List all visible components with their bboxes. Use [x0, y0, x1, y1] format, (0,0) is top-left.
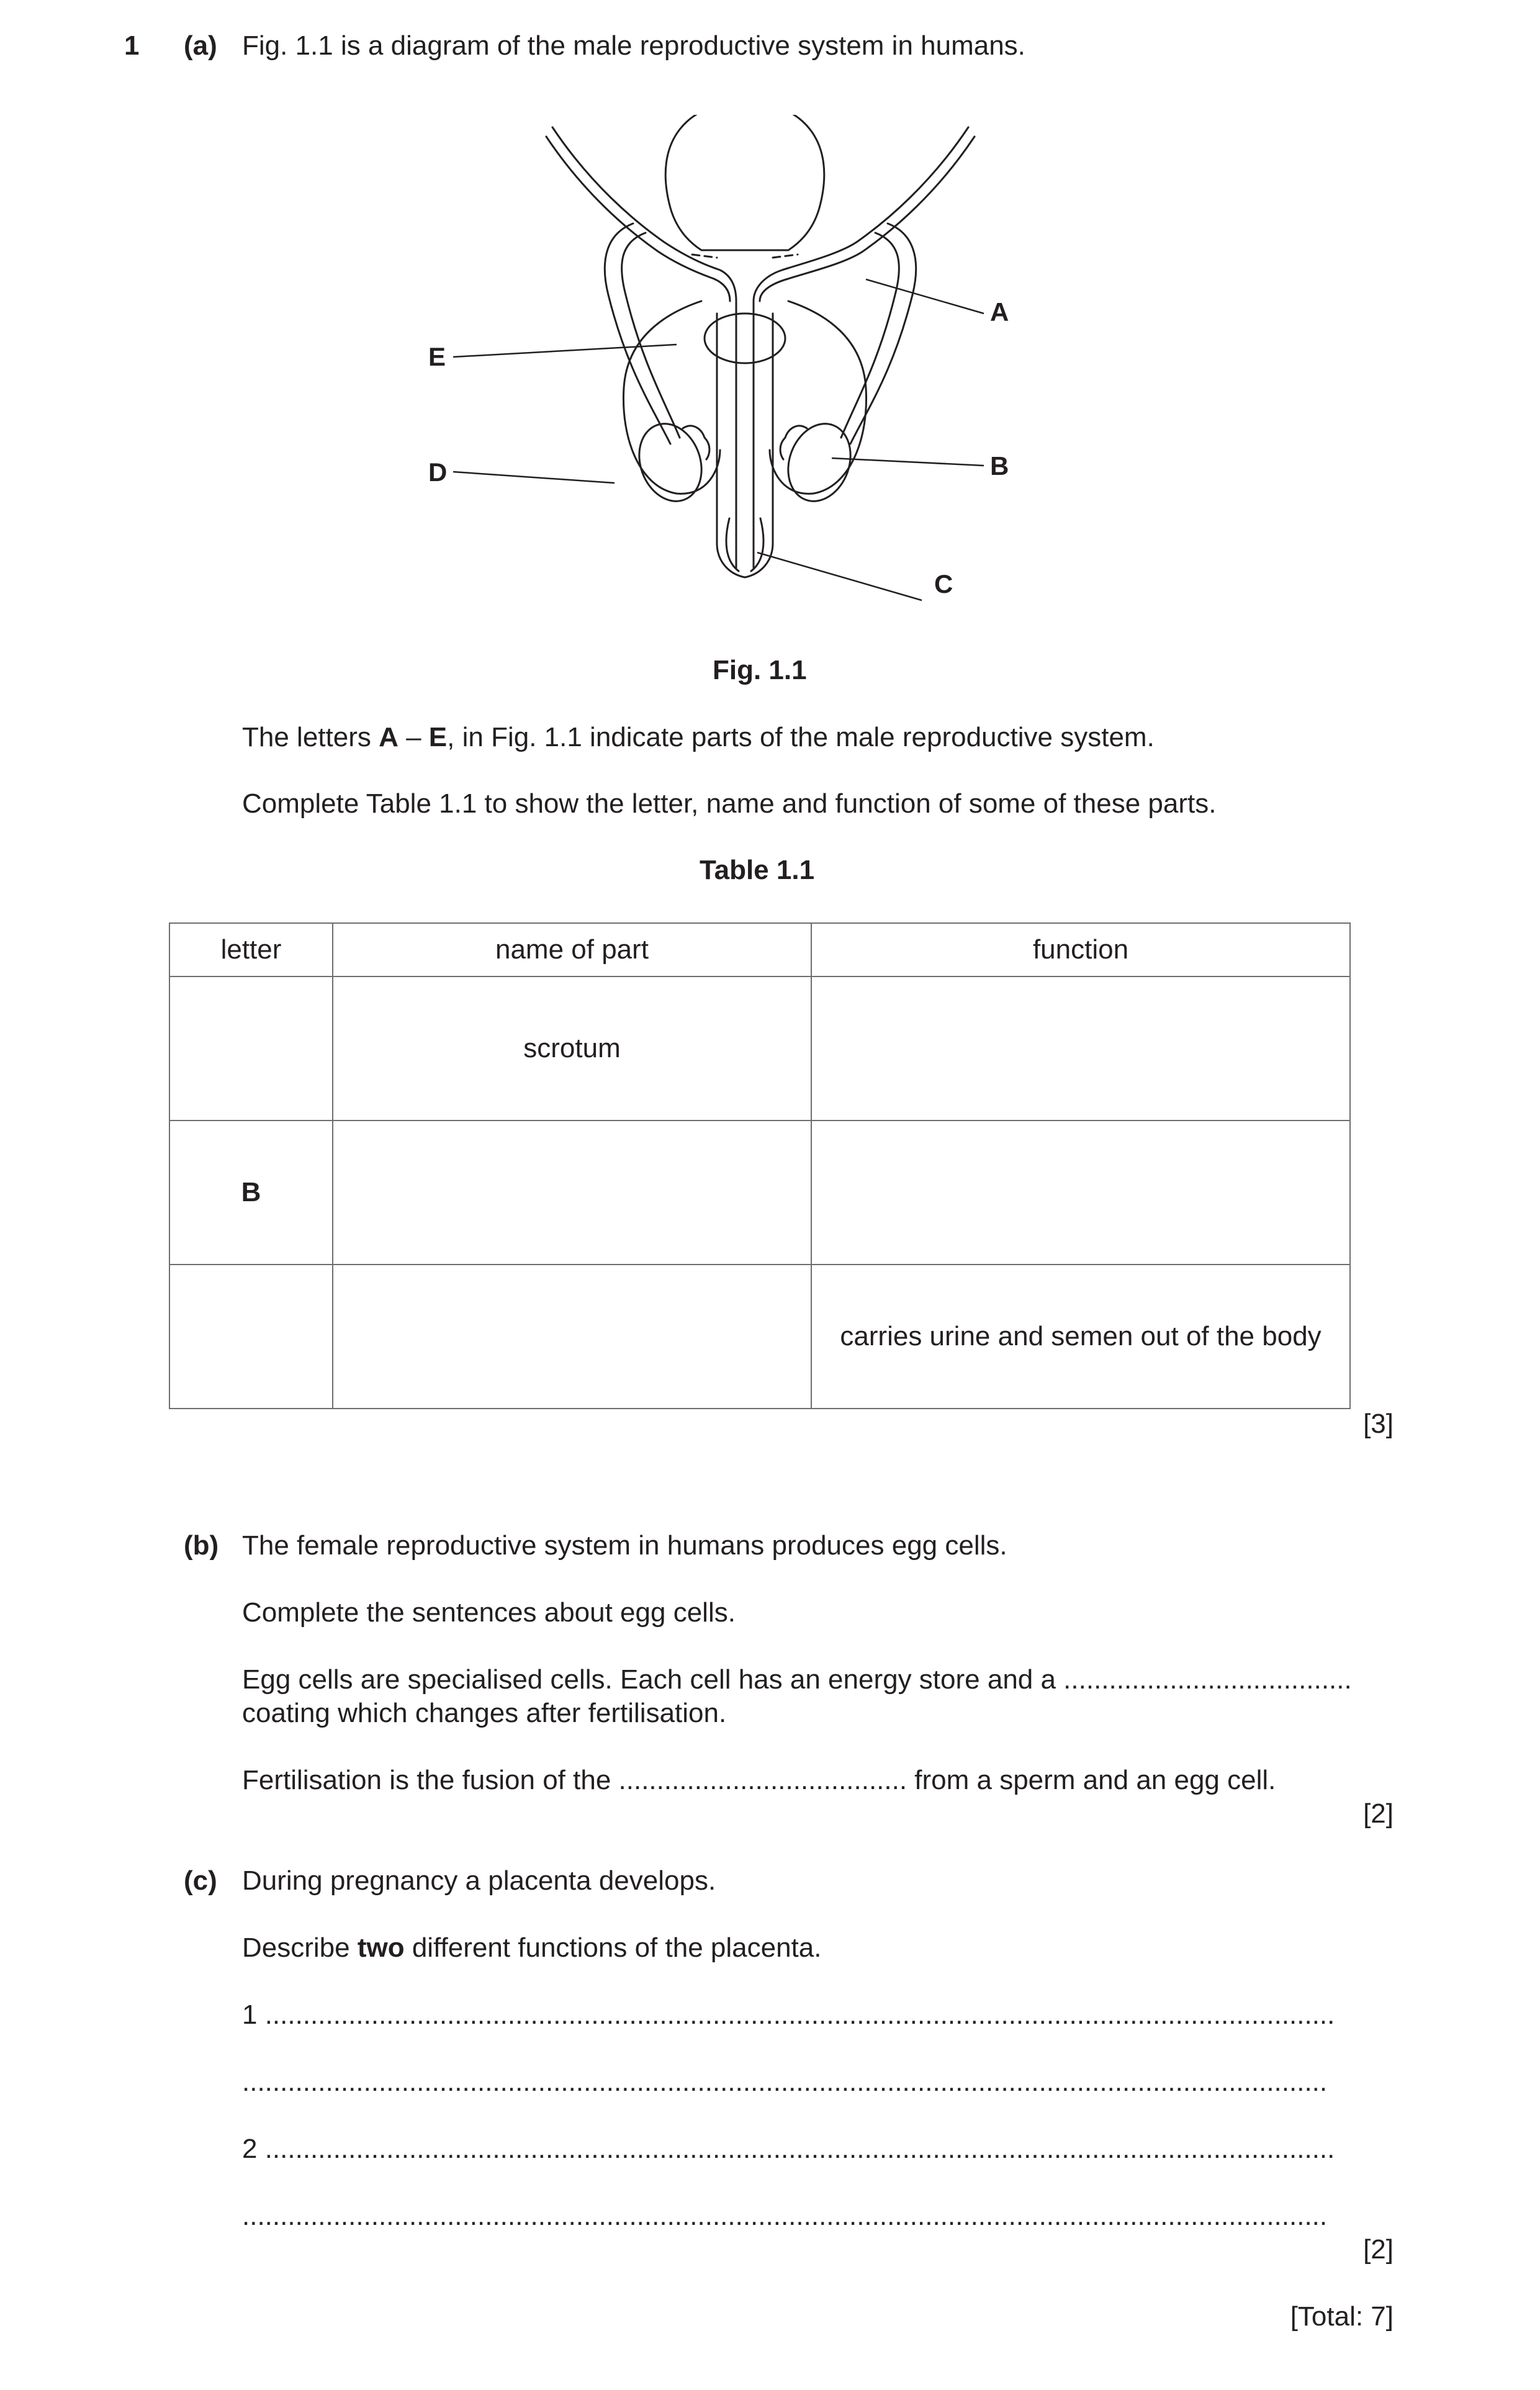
urethra-shape: [736, 301, 754, 568]
answer-line-2b[interactable]: ...............................................................................................................................................: [242, 2201, 1328, 2231]
part-c-instruction: [242, 1932, 821, 1965]
part-c-instruction-post: different functions of the placenta.: [404, 1932, 822, 1963]
letters-sentence-post: , in Fig. 1.1 indicate parts of the male reproductive system.: [447, 722, 1155, 752]
leader-line-a: [866, 279, 984, 313]
table-row: [169, 976, 1350, 1121]
row3-function-cell: carries urine and semen out of the body: [811, 1265, 1350, 1409]
row2-function-cell[interactable]: [811, 1121, 1350, 1265]
letters-sentence-first: A: [379, 722, 399, 752]
leader-line-c: [757, 552, 922, 600]
letters-sentence: [242, 721, 1155, 754]
total-marks: [Total: 7]: [1290, 2301, 1394, 2332]
part-b-label: (b): [184, 1530, 219, 1561]
label-b: B: [990, 451, 1009, 480]
penis-shape: [717, 313, 773, 577]
answer-line-2[interactable]: 2 .............................................................................................................................................: [242, 2134, 1335, 2164]
question-number: 1: [124, 30, 140, 61]
part-c-instruction-pre: Describe: [242, 1932, 358, 1963]
label-a: A: [990, 297, 1009, 327]
part-c-label: (c): [184, 1865, 217, 1896]
answer-line-1[interactable]: 1 .............................................................................................................................................: [242, 2000, 1335, 2030]
sperm-duct-right: [754, 127, 968, 301]
part-a-label: (a): [184, 30, 217, 61]
row1-name-cell: scrotum: [333, 976, 811, 1121]
letters-sentence-dash: –: [398, 722, 429, 752]
part-c-marks: [2]: [1363, 2234, 1394, 2265]
scrotum-left: [623, 301, 720, 494]
egg-sentence-line1[interactable]: Egg cells are specialised cells. Each cell has an energy store and a ......................................: [242, 1664, 1352, 1695]
table-row: [169, 1121, 1350, 1265]
letters-sentence-last: E: [428, 722, 448, 752]
figure-caption: Fig. 1.1: [713, 655, 807, 685]
scrotum-right: [770, 301, 867, 494]
header-function: function: [811, 923, 1350, 976]
row1-function-cell[interactable]: [811, 976, 1350, 1121]
table-caption: Table 1.1: [700, 855, 815, 885]
parts-table: [169, 922, 1351, 1409]
leader-line-d: [453, 472, 615, 483]
part-b-instruction: Complete the sentences about egg cells.: [242, 1597, 736, 1628]
label-d: D: [428, 458, 448, 487]
table-instruction: Complete Table 1.1 to show the letter, name and function of some of these parts.: [242, 788, 1217, 819]
table-header-row: [169, 923, 1350, 976]
male-reproductive-system-diagram: [428, 115, 1099, 611]
egg-sentence-line2: coating which changes after fertilisation.: [242, 1698, 727, 1728]
sperm-duct-left: [552, 127, 736, 301]
part-b-intro: The female reproductive system in humans produces egg cells.: [242, 1530, 1007, 1561]
part-c-intro: During pregnancy a placenta develops.: [242, 1865, 716, 1896]
header-name: name of part: [333, 923, 811, 976]
row3-letter-cell[interactable]: [169, 1265, 333, 1409]
row3-name-cell[interactable]: [333, 1265, 811, 1409]
leader-line-b: [832, 458, 984, 466]
part-a-marks: [3]: [1363, 1409, 1394, 1439]
fertilisation-sentence[interactable]: Fertilisation is the fusion of the ...................................... from a sperm and an egg cell.: [242, 1765, 1276, 1795]
part-c-instruction-bold: two: [357, 1932, 405, 1963]
part-a-intro: Fig. 1.1 is a diagram of the male reproductive system in humans.: [242, 30, 1025, 61]
row2-name-cell[interactable]: [333, 1121, 811, 1265]
part-b-marks: [2]: [1363, 1798, 1394, 1829]
bladder-shape: [665, 115, 824, 250]
row2-letter-cell: B: [169, 1121, 333, 1265]
answer-line-1b[interactable]: ...............................................................................................................................................: [242, 2067, 1328, 2097]
header-letter: letter: [169, 923, 333, 976]
label-c: C: [934, 569, 953, 598]
label-e: E: [428, 342, 446, 371]
row1-letter-cell[interactable]: [169, 976, 333, 1121]
table-row: [169, 1265, 1350, 1409]
letters-sentence-pre: The letters: [242, 722, 379, 752]
